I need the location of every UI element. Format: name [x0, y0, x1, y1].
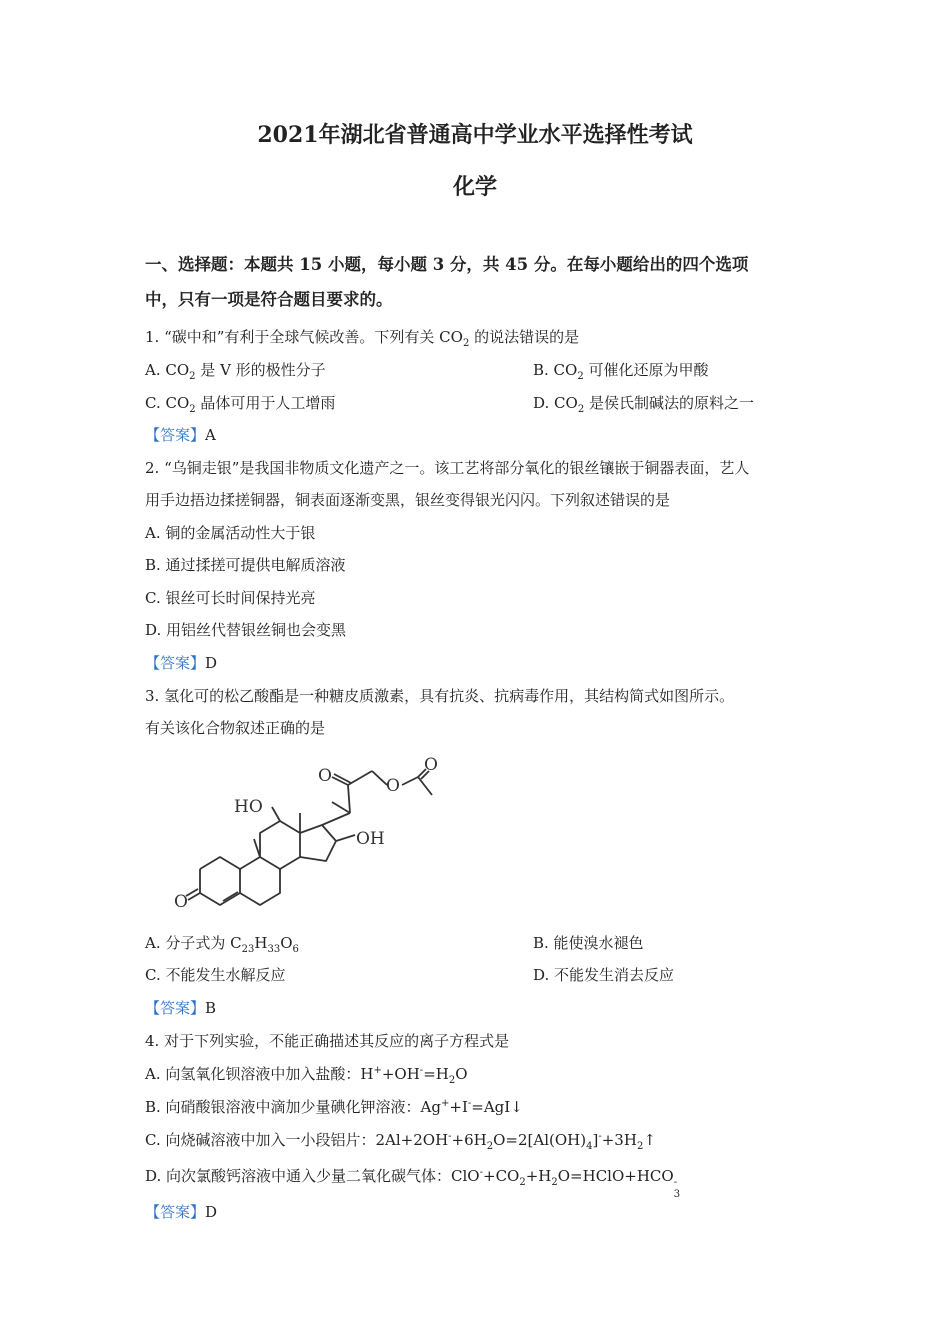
q1-option-d: D. $CO_2$ 是侯氏制碱法的原料之一 — [533, 394, 754, 415]
structure-label-ketone-o: O — [318, 766, 332, 786]
structure-label-carbonyl-o: O — [424, 755, 438, 775]
q1-option-c: C. $CO_2$ 晶体可用于人工增雨 — [145, 394, 336, 415]
q2-stem-line1: 2. “乌铜走银”是我国非物质文化遗产之一。该工艺将部分氧化的银丝镶嵌于铜器表面，艺人 — [145, 459, 750, 477]
structure-label-ester-o: O — [386, 776, 400, 796]
q1-answer — [145, 425, 216, 445]
q3-option-b: B. 能使溴水褪色 — [533, 934, 644, 952]
structure-label-keto-o: O — [174, 892, 188, 912]
q2-option-b: B. 通过揉搓可提供电解质溶液 — [145, 556, 346, 574]
answer-value: A — [205, 426, 216, 444]
answer-value: B — [205, 999, 217, 1017]
answer-bracket-open: 【 — [145, 426, 161, 444]
q4-stem: 4. 对于下列实验，不能正确描述其反应的离子方程式是 — [145, 1032, 510, 1050]
q1-option-b: B. $CO_2$ 可催化还原为甲酸 — [533, 361, 709, 382]
section-heading-line2: 中，只有一项是符合题目要求的。 — [145, 290, 393, 309]
q3-option-d: D. 不能发生消去反应 — [533, 966, 675, 984]
q2-option-d: D. 用铝丝代替银丝铜也会变黑 — [145, 621, 347, 639]
structure-label-oh: OH — [356, 829, 385, 849]
exam-title: 2021年湖北省普通高中学业水平选择性考试 — [257, 122, 693, 148]
q2-answer: 【答案】D — [145, 654, 218, 672]
q3-answer: 【答案】B — [145, 999, 217, 1017]
structure-diagram — [150, 755, 460, 915]
q1-option-a: A. $CO_2$ 是 V 形的极性分子 — [145, 361, 326, 382]
q4-option-d: D. 向次氯酸钙溶液中通入少量二氧化碳气体：$ClO^-+CO_2+H_2O=HClO+HCO$ 3 - — [145, 1167, 681, 1200]
structure-label-ho: HO — [234, 797, 263, 817]
q2-option-c: C. 银丝可长时间保持光亮 — [145, 589, 316, 607]
q3-option-a: A. 分子式为 $C_{23}H_{33}O_6$ — [145, 934, 299, 955]
section-heading-line1: 一、选择题：本题共 15 小题，每小题 3 分，共 45 分。在每小题给出的四个选项 — [145, 255, 749, 274]
answer-value: D — [205, 1203, 218, 1221]
answer-bracket-close: 】 — [190, 426, 206, 444]
answer-label: 答案 — [160, 426, 191, 444]
q4-option-a: A. 向氢氧化钡溶液中加入盐酸：$H^++OH^-=H_2O$ — [145, 1065, 468, 1086]
answer-value: D — [205, 654, 218, 672]
q3-option-c: C. 不能发生水解反应 — [145, 966, 286, 984]
q2-option-a: A. 铜的金属活动性大于银 — [145, 524, 316, 542]
q3-stem-line1: 3. 氢化可的松乙酸酯是一种糖皮质激素，具有抗炎、抗病毒作用，其结构简式如图所示。 — [145, 687, 735, 705]
q4-answer: 【答案】D — [145, 1203, 218, 1221]
q4-option-c: C. 向烧碱溶液中加入一小段铝片：$2Al+2OH^-+6H_2O=2[Al(OH)_4]^-+3H_2↑$ — [145, 1131, 656, 1152]
subject-title: 化学 — [452, 174, 497, 200]
q4-option-b: B. 向硝酸银溶液中滴加少量碘化钾溶液：Ag++I-=AgI↓ — [145, 1098, 523, 1116]
q3-stem-line2: 有关该化合物叙述正确的是 — [145, 719, 326, 737]
q1-stem: 1. “碳中和”有利于全球气候改善。下列有关 $CO_2$ 的说法错误的是 — [145, 328, 580, 349]
q2-stem-line2: 用手边捂边揉搓铜器，铜表面逐渐变黑，银丝变得银光闪闪。下列叙述错误的是 — [145, 491, 671, 509]
